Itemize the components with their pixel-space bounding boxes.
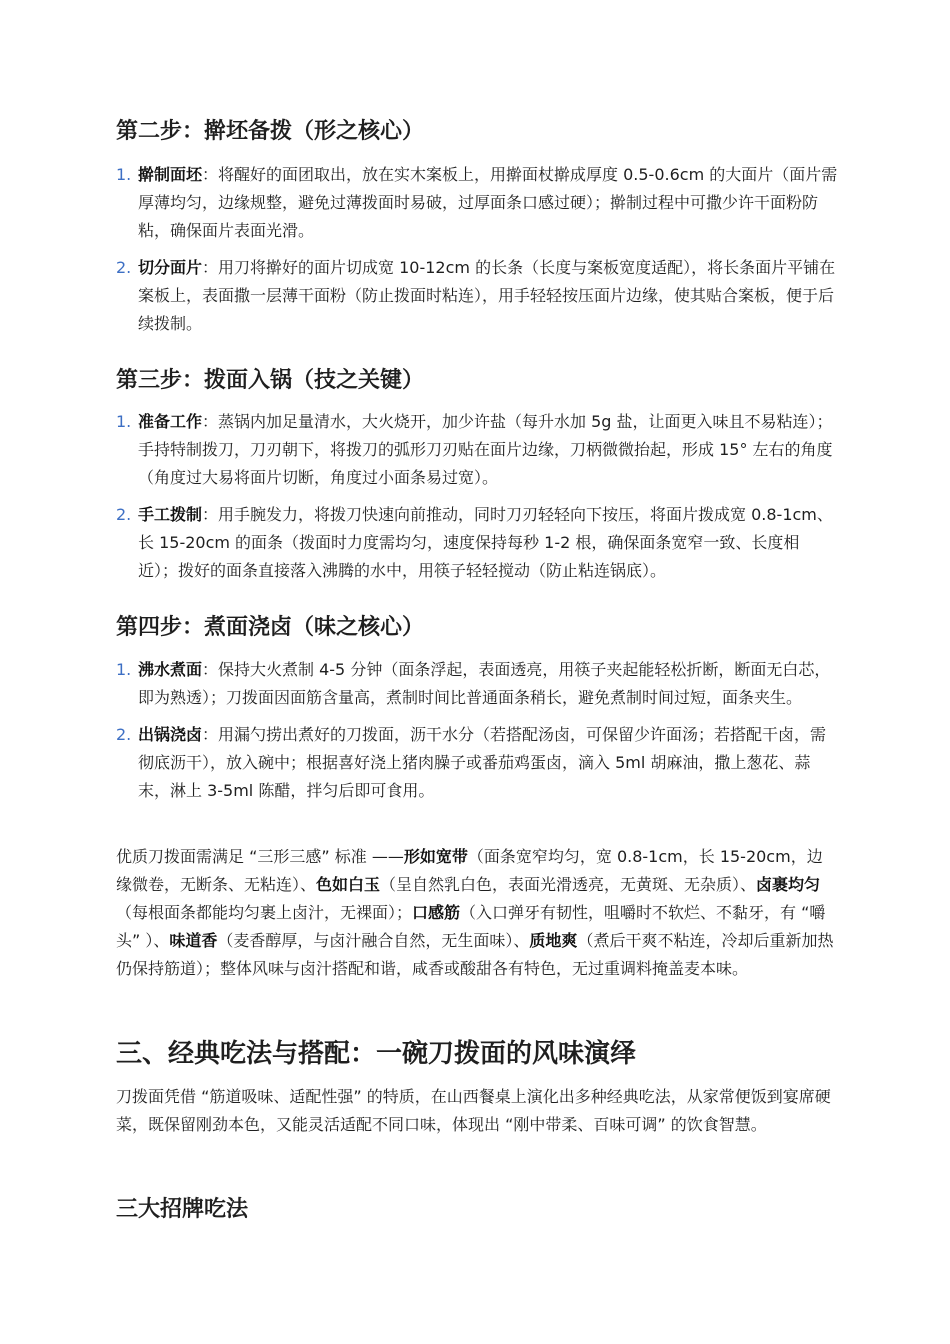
item-text: ：蒸锅内加足量清水，大火烧开，加少许盐（每升水加 5g 盐，让面更入味且不易粘连）；手持特制拨刀，刀刃朝下，将拨刀的弧形刀刃贴在面片边缘，刀柄微微抬起，形成 15° 左右的角度（角度过大易将面片切断，角度过小面条易过宽）。 [138, 412, 833, 487]
step3-list [116, 408, 838, 594]
item-title: 出锅浇卤 [138, 725, 203, 744]
item-text: ：将醒好的面团取出，放在实木案板上，用擀面杖擀成厚度 0.5-0.6cm 的大面片（面片需厚薄均匀，边缘规整，避免过薄拨面时易破，过厚面条口感过硬）；擀制过程中可撒少许干面粉防粘，确保面片表面光滑。 [138, 165, 838, 240]
item-title: 切分面片 [138, 258, 203, 277]
list-item [116, 408, 838, 492]
section3-heading: 三、经典吃法与搭配：一碗刀拨面的风味演绎 [116, 1039, 637, 1069]
item-text: ：用刀将擀好的面片切成宽 10-12cm 的长条（长度与案板宽度适配），将长条面片平铺在案板上，表面撒一层薄干面粉（防止拨面时粘连），用手轻轻按压面片边缘，使其贴合案板，便于后续拨制。 [138, 258, 836, 333]
list-number: 1. [116, 412, 132, 431]
text-run: （入口弹牙有韧性，咀嚼时不软烂、不黏牙，有 “嚼头” ）、 [116, 903, 826, 950]
bold-term: 形如宽带 [403, 847, 468, 866]
text-run: 优质刀拨面需满足 “三形三感” 标准 —— [116, 847, 404, 866]
list-item [116, 656, 838, 712]
text-run: （每根面条都能均匀裹上卤汁，无裸面）； [116, 903, 413, 922]
step2-list [116, 161, 838, 347]
list-item [116, 161, 838, 245]
list-number: 2. [116, 725, 132, 744]
list-number: 1. [116, 165, 132, 184]
step4-heading: 第四步：煮面浇卤（味之核心） [116, 615, 425, 640]
list-item [116, 254, 838, 338]
item-title: 手工拨制 [138, 505, 203, 524]
bold-term: 质地爽 [529, 931, 578, 950]
item-text: ：保持大火煮制 4-5 分钟（面条浮起，表面透亮，用筷子夹起能轻松折断，断面无白芯，即为熟透）；刀拨面因面筋含量高，煮制时间比普通面条稍长，避免煮制时间过短，面条夹生。 [138, 660, 831, 707]
step3-heading: 第三步：拨面入锅（技之关键） [116, 368, 425, 393]
subsection-heading: 三大招牌吃法 [116, 1197, 249, 1222]
bold-term: 味道香 [169, 931, 218, 950]
text-run: （麦香醇厚，与卤汁融合自然，无生面味）、 [217, 931, 530, 950]
step2-heading: 第二步：擀坯备拨（形之核心） [116, 119, 425, 144]
bold-term: 口感筋 [412, 903, 461, 922]
item-text: ：用手腕发力，将拨刀快速向前推动，同时刀刃轻轻向下按压，将面片拨成宽 0.8-1cm、长 15-20cm 的面条（拨面时力度需均匀，速度保持每秒 1-2 根，确保面条宽窄一致、长度相近）；拨好的面条直接落入沸腾的水中，用筷子轻轻搅动（防止粘连锅底）。 [138, 505, 833, 580]
text-run: （面条宽窄均匀，宽 0.8-1cm，长 15-20cm，边缘微卷，无断条、无粘连）、 [116, 847, 823, 894]
bold-term: 卤裹均匀 [756, 875, 821, 894]
section3-intro: 刀拨面凭借 “筋道吸味、适配性强” 的特质，在山西餐桌上演化出多种经典吃法，从家常便饭到宴席硬菜，既保留刚劲本色，又能灵活适配不同口味，体现出 “刚中带柔、百味可调” 的饮食智慧。 [116, 1087, 831, 1134]
item-title: 沸水煮面 [138, 660, 203, 679]
list-number: 2. [116, 505, 132, 524]
quality-paragraph [116, 843, 838, 983]
text-run: （呈自然乳白色，表面光滑透亮，无黄斑、无杂质）、 [380, 875, 757, 894]
item-text: ：用漏勺捞出煮好的刀拨面，沥干水分（若搭配汤卤，可保留少许面汤；若搭配干卤，需彻底沥干），放入碗中；根据喜好浇上猪肉臊子或番茄鸡蛋卤，滴入 5ml 胡麻油，撒上葱花、蒜末，淋上 3-5ml 陈醋，拌匀后即可食用。 [138, 725, 827, 800]
item-title: 准备工作 [138, 412, 203, 431]
bold-term: 色如白玉 [316, 875, 381, 894]
list-item [116, 721, 838, 805]
text-run: （煮后干爽不粘连，冷却后重新加热仍保持筋道）；整体风味与卤汁搭配和谐，咸香或酸甜各有特色，无过重调料掩盖麦本味。 [116, 931, 834, 978]
list-number: 2. [116, 258, 132, 277]
item-title: 擀制面坯 [138, 165, 203, 184]
step4-list [116, 656, 838, 814]
list-item [116, 501, 838, 585]
list-number: 1. [116, 660, 132, 679]
